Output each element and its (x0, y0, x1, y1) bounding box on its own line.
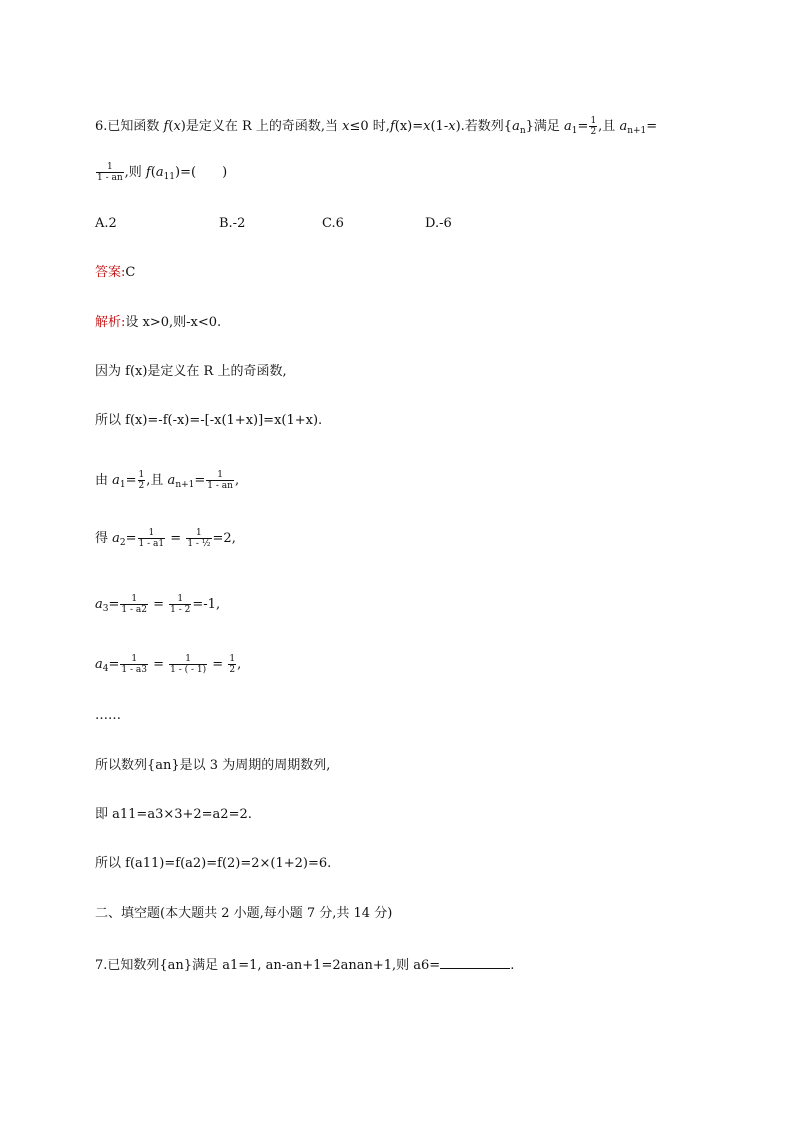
answer-line (95, 265, 135, 281)
option-c: C.6 (322, 216, 344, 231)
option-d: D.-6 (425, 216, 452, 231)
fraction-recurrence: $\frac{1}{1 - an}$ (207, 470, 233, 491)
analysis-line3: 所以 f(x)=-f(-x)=-[-x(1+x)]=x(1+x). (95, 413, 323, 428)
answer-blank[interactable] (440, 956, 510, 969)
analysis-line4: 由 $a_1=$ $\frac{1}{2}$ ,且 $a_{n+1}=$ $\frac{1}{1 - an}$ , (95, 470, 240, 491)
fraction-one-half: $\frac{1}{2}$ (138, 470, 145, 491)
fraction-one-half: $\frac{1}{2}$ (590, 116, 597, 137)
fraction: $\frac{1}{\text{1 - ½}}$ (187, 528, 211, 549)
analysis-line5: 得 $a_2=$ $\frac{1}{1 - a1}$ = $\frac{1}{\text{1 - ½}}$ =2, (95, 528, 236, 549)
analysis-line9: 所以数列{an}是以 3 为周期的周期数列, (95, 758, 331, 773)
q7-stem: 7.已知数列{an}满足 a1=1, an-an+1=2anan+1,则 a6= . (95, 958, 515, 973)
analysis-line7: $a_4=$ $\frac{1}{1 - a3}$ = $\frac{1}{1 - ( - 1)}$ = $\frac{1}{2}$ , (95, 654, 242, 675)
analysis-line2: 因为 f(x)是定义在 R 上的奇函数, (95, 364, 287, 379)
section-heading: 二、填空题(本大题共 2 小题,每小题 7 分,共 14 分) (95, 906, 393, 921)
fraction: $\frac{1}{1 - 2}$ (170, 594, 191, 615)
analysis-line6: $a_3=$ $\frac{1}{1 - a2}$ = $\frac{1}{1 - 2}$ =-1, (95, 594, 221, 615)
fraction-one-half: $\frac{1}{2}$ (229, 654, 236, 675)
analysis-line11: 所以 f(a11)=f(a2)=f(2)=2×(1+2)=6. (95, 856, 332, 871)
option-b: B.-2 (219, 216, 246, 231)
q6-stem-line1: 6.已知函数 f(x)是定义在 R 上的奇函数,当 x≤0 时,f(x)=x(1-x).若数列$\{a_n\}$满足 $a_1=$ $\frac{1}{2}$ ,且 $a_{n+1}=$ (95, 116, 658, 137)
fraction: $\frac{1}{1 - a1}$ (138, 528, 165, 549)
fraction: $\frac{1}{1 - ( - 1)}$ (170, 654, 207, 675)
answer-label: 答案: (95, 265, 126, 280)
option-a: A.2 (95, 216, 117, 231)
analysis-line1: 解析:设 x>0,则-x<0. (95, 315, 222, 330)
fraction: $\frac{1}{1 - a2}$ (121, 594, 147, 615)
fraction-recurrence: $\frac{1}{1 - an}$ (97, 162, 123, 183)
analysis-ellipsis: …… (95, 708, 121, 723)
fraction: $\frac{1}{1 - a3}$ (121, 654, 147, 675)
q6-stem-line2: $\frac{1}{1 - an}$ ,则 $f(a_{11})=$( ) (97, 162, 228, 183)
analysis-label: 解析: (95, 315, 126, 330)
answer-value: C (125, 265, 136, 280)
analysis-line10: 即 a11=a3×3+2=a2=2. (95, 807, 252, 822)
